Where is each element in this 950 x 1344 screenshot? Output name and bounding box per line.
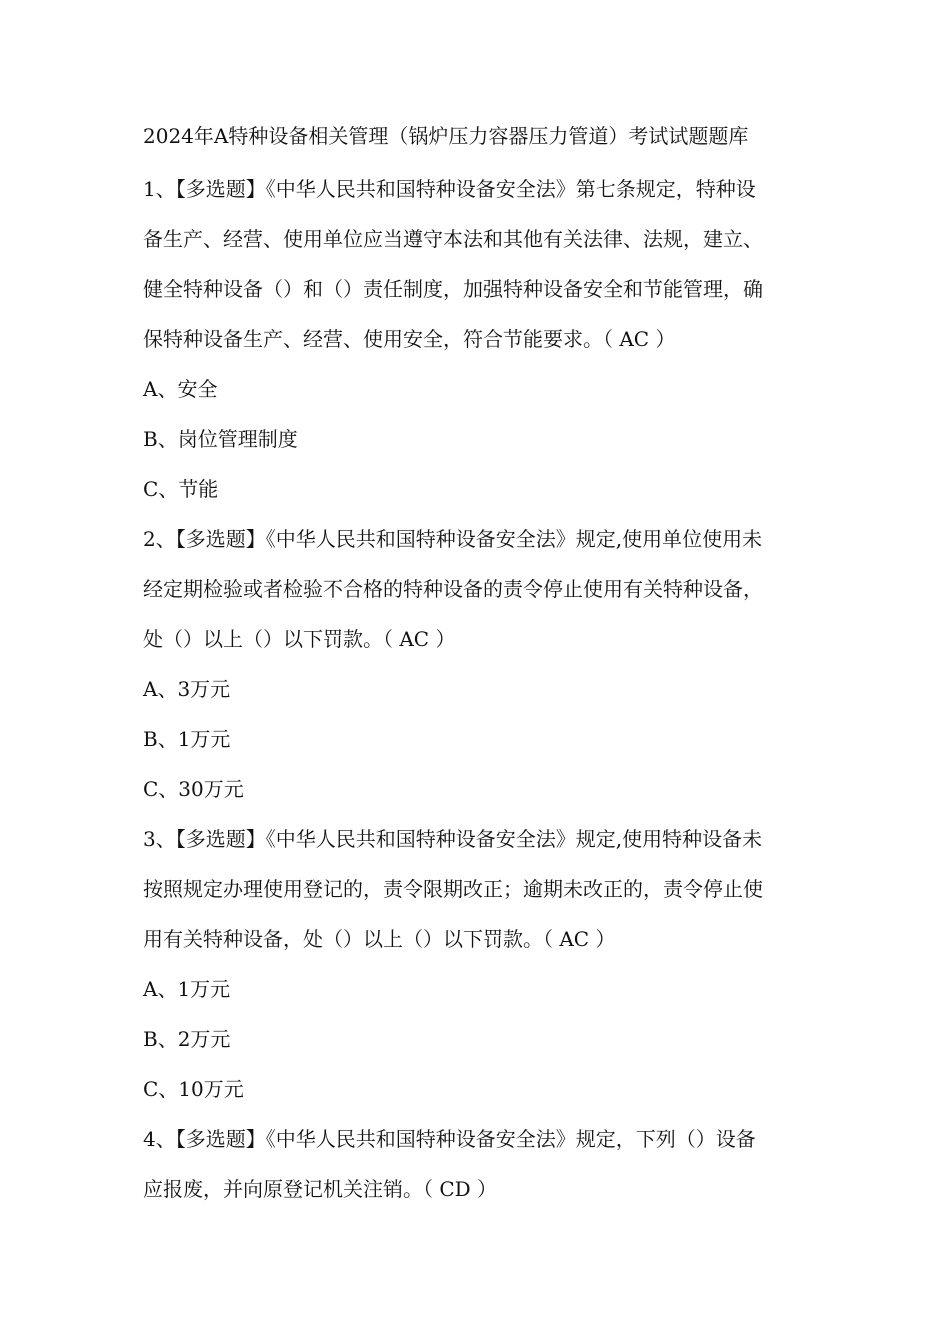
question-2 bbox=[143, 514, 813, 814]
question-text-line: 经定期检验或者检验不合格的特种设备的责令停止使用有关特种设备， bbox=[143, 577, 763, 601]
question-text-line: 应报废，并向原登记机关注销。（ CD ） bbox=[143, 1177, 498, 1201]
question-text-line: 用有关特种设备，处（）以上（）以下罚款。（ AC ） bbox=[143, 927, 616, 951]
question-text-line: 备生产、经营、使用单位应当遵守本法和其他有关法律、法规，建立、 bbox=[143, 227, 763, 251]
question-text-line: 处（）以上（）以下罚款。（ AC ） bbox=[143, 627, 456, 651]
answer-option: A、3万元 bbox=[143, 677, 231, 701]
question-text-line: 2、【多选题】《中华人民共和国特种设备安全法》规定,使用单位使用未 bbox=[143, 527, 763, 551]
answer-option: C、10万元 bbox=[143, 1077, 244, 1101]
document-content bbox=[143, 118, 813, 1214]
question-text-line: 1、【多选题】《中华人民共和国特种设备安全法》第七条规定，特种设 bbox=[143, 177, 756, 201]
question-text-line: 3、【多选题】《中华人民共和国特种设备安全法》规定,使用特种设备未 bbox=[143, 827, 763, 851]
answer-option: B、2万元 bbox=[143, 1027, 231, 1051]
question-text-line: 4、【多选题】《中华人民共和国特种设备安全法》规定，下列（）设备 bbox=[143, 1127, 756, 1151]
answer-option: A、安全 bbox=[143, 377, 218, 401]
answer-option: C、30万元 bbox=[143, 777, 244, 801]
question-text-line: 按照规定办理使用登记的，责令限期改正；逾期未改正的，责令停止使 bbox=[143, 877, 763, 901]
answer-option: B、岗位管理制度 bbox=[143, 427, 298, 451]
answer-option: A、1万元 bbox=[143, 977, 231, 1001]
question-text-line: 保特种设备生产、经营、使用安全，符合节能要求。（ AC ） bbox=[143, 327, 676, 351]
answer-option: C、节能 bbox=[143, 477, 219, 501]
answer-option: B、1万元 bbox=[143, 727, 231, 751]
question-1 bbox=[143, 164, 813, 514]
question-4 bbox=[143, 1114, 813, 1214]
question-text-line: 健全特种设备（）和（）责任制度，加强特种设备安全和节能管理，确 bbox=[143, 277, 763, 301]
question-3 bbox=[143, 814, 813, 1114]
document-title: 2024年A特种设备相关管理（锅炉压力容器压力管道）考试试题题库 bbox=[143, 124, 749, 148]
